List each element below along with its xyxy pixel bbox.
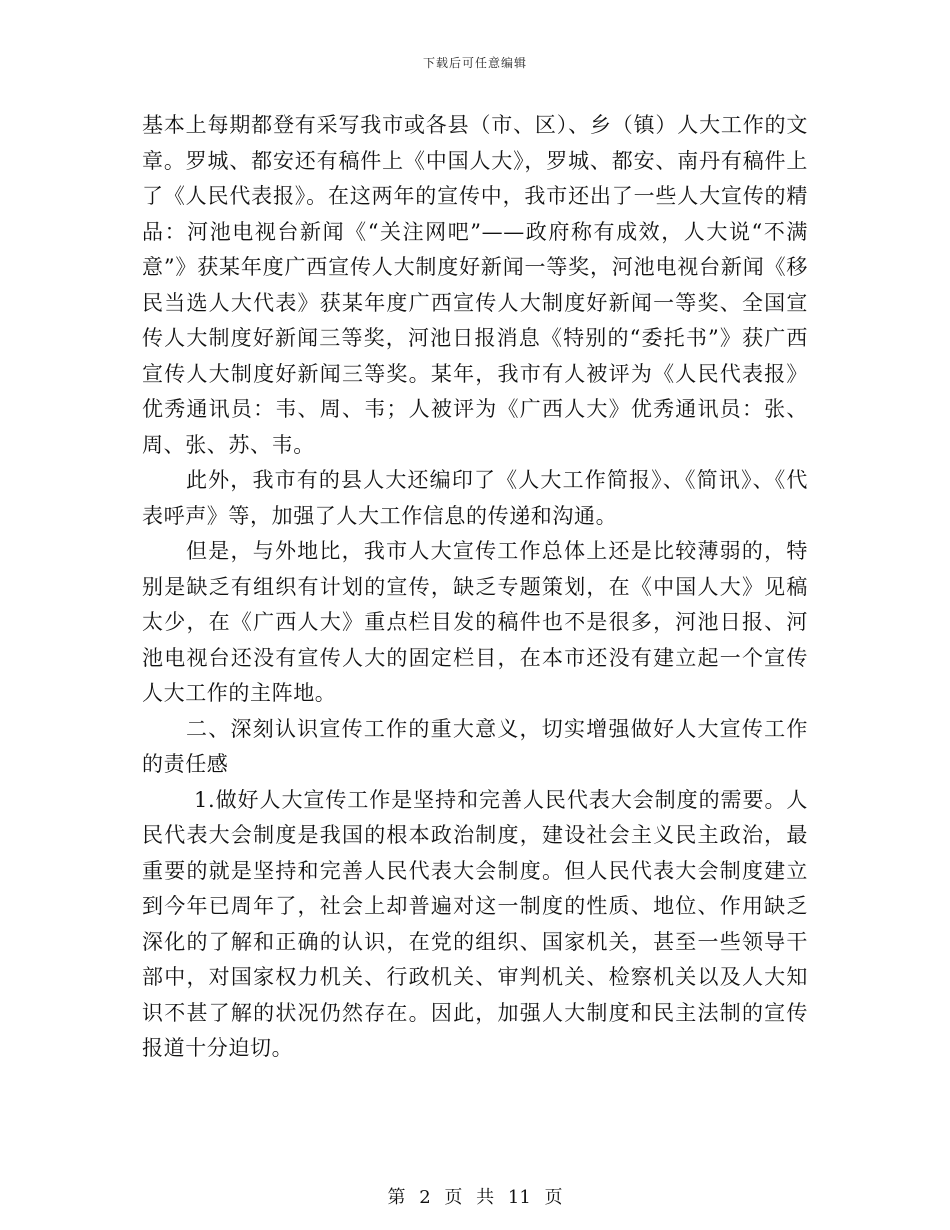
footer-label-ye2: 页 <box>544 1187 563 1208</box>
body-paragraph-weakness: 但是，与外地比，我市人大宣传工作总体上还是比较薄弱的，特别是缺乏有组织有计划的宣传，缺乏专题策划，在《中国人大》见稿太少，在《广西人大》重点栏目发的稿件也不是很多，河池日报、河池电视台还没有宣传人大的固定栏目，在本市还没有建立起一个宣传人大工作的主阵地。 <box>142 539 808 705</box>
footer-label-gong: 共 <box>476 1187 495 1208</box>
page-footer <box>0 1183 950 1209</box>
section-heading-2: 二、深刻认识宣传工作的重大意义，切实增强做好人大宣传工作的责任感 <box>142 716 808 776</box>
document-body <box>142 108 808 1067</box>
footer-current-page: 2 <box>419 1187 431 1208</box>
body-paragraph-bulletins: 此外，我市有的县人大还编印了《人大工作简报》、《简讯》、《代表呼声》等，加强了人大工作信息的传递和沟通。 <box>142 468 808 528</box>
footer-label-di: 第 <box>387 1187 406 1208</box>
page-header: 下载后可任意编辑 <box>422 56 527 70</box>
body-paragraph-point-1: 1.做好人大宣传工作是坚持和完善人民代表大会制度的需要。人民代表大会制度是我国的根本政治制度，建设社会主义民主政治，最重要的就是坚持和完善人民代表大会制度。但人民代表大会制度建立到今年已周年了，社会上却普遍对这一制度的性质、地位、作用缺乏深化的了解和正确的认识，在党的组织、国家机关，甚至一些领导干部中，对国家权力机关、行政机关、审判机关、检察机关以及人大知识不甚了解的状况仍然存在。因此，加强人大制度和民主法制的宣传报道十分迫切。 <box>142 787 808 1060</box>
footer-label-ye: 页 <box>444 1187 463 1208</box>
body-paragraph-continued: 基本上每期都登有采写我市或各县（市、区）、乡（镇）人大工作的文章。罗城、都安还有稿件上《中国人大》，罗城、都安、南丹有稿件上了《人民代表报》。在这两年的宣传中，我市还出了一些人大宣传的精品：河池电视台新闻《“关注网吧”——政府称有成效，人大说“不满意”》获某年度广西宣传人大制度好新闻一等奖，河池电视台新闻《移民当选人大代表》获某年度广西宣传人大制度好新闻一等奖、全国宣传人大制度好新闻三等奖，河池日报消息《特别的“委托书”》获广西宣传人大制度好新闻三等奖。某年，我市有人被评为《人民代表报》优秀通讯员：韦、周、韦；人被评为《广西人大》优秀通讯员：张、周、张、苏、韦。 <box>142 113 808 457</box>
footer-total-pages: 11 <box>507 1187 531 1208</box>
